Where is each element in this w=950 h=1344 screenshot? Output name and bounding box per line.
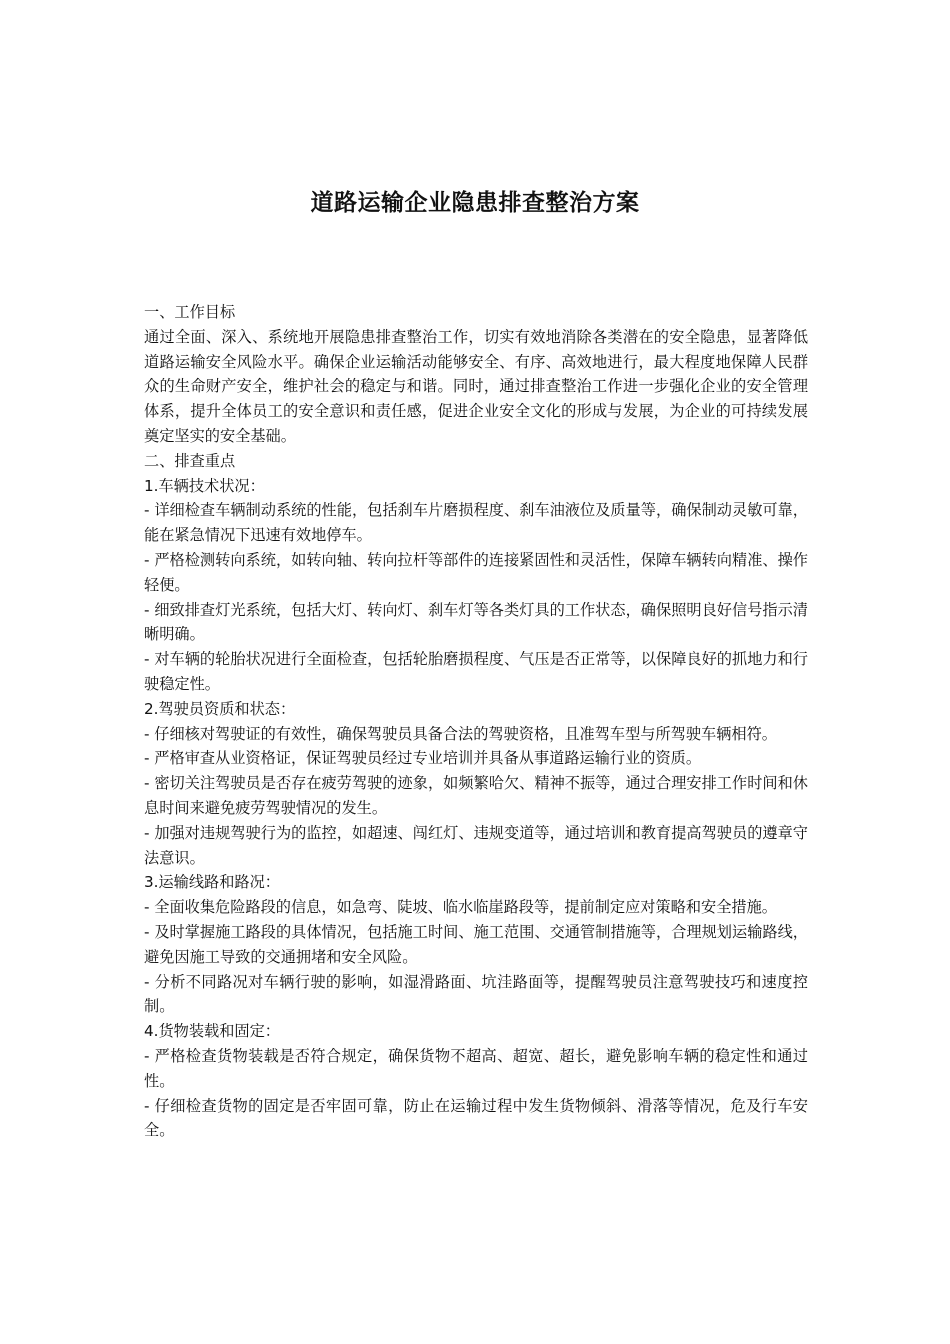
list-item: - 加强对违规驾驶行为的监控，如超速、闯红灯、违规变道等，通过培训和教育提高驾驶员的遵章守法意识。	[144, 823, 808, 867]
paragraph: 通过全面、深入、系统地开展隐患排查整治工作，切实有效地消除各类潜在的安全隐患，显著降低道路运输安全风险水平。确保企业运输活动能够安全、有序、高效地进行，最大程度地保障人民群众的生命财产安全，维护社会的稳定与和谐。同时，通过排查整治工作进一步强化企业的安全管理体系，提升全体员工的安全意识和责任感，促进企业安全文化的形成与发展，为企业的可持续发展奠定坚实的安全基础。	[144, 327, 808, 445]
document-title: 道路运输企业隐患排查整治方案	[310, 190, 640, 216]
section-heading: 一、工作目标	[144, 303, 236, 321]
list-item: - 全面收集危险路段的信息，如急弯、陡坡、临水临崖路段等，提前制定应对策略和安全措施。	[144, 898, 777, 917]
list-item: - 细致排查灯光系统，包括大灯、转向灯、刹车灯等各类灯具的工作状态，确保照明良好信号指示清晰明确。	[144, 600, 808, 644]
section-heading: 二、排查重点	[144, 451, 236, 470]
list-item: - 详细检查车辆制动系统的性能，包括刹车片磨损程度、刹车油液位及质量等，确保制动灵敏可靠，能在紧急情况下迅速有效地停车。	[144, 501, 808, 545]
list-item: - 严格检测转向系统，如转向轴、转向拉杆等部件的连接紧固性和灵活性，保障车辆转向精准、操作轻便。	[144, 550, 808, 594]
subsection-heading: 1.车辆技术状况：	[144, 476, 265, 495]
list-item: - 严格审查从业资格证，保证驾驶员经过专业培训并具备从事道路运输行业的资质。	[144, 749, 702, 768]
document-body	[144, 300, 808, 1143]
subsection-heading: 2.驾驶员资质和状态：	[144, 699, 296, 718]
list-item: - 严格检查货物装载是否符合规定，确保货物不超高、超宽、超长，避免影响车辆的稳定性和通过性。	[144, 1046, 808, 1090]
list-item: - 对车辆的轮胎状况进行全面检查，包括轮胎磨损程度、气压是否正常等，以保障良好的抓地力和行驶稳定性。	[144, 650, 808, 693]
list-item: - 仔细检查货物的固定是否牢固可靠，防止在运输过程中发生货物倾斜、滑落等情况，危及行车安全。	[144, 1096, 808, 1140]
list-item: - 密切关注驾驶员是否存在疲劳驾驶的迹象，如频繁哈欠、精神不振等，通过合理安排工作时间和休息时间来避免疲劳驾驶情况的发生。	[144, 774, 808, 817]
list-item: - 及时掌握施工路段的具体情况，包括施工时间、施工范围、交通管制措施等，合理规划运输路线，避免因施工导致的交通拥堵和安全风险。	[144, 922, 808, 966]
subsection-heading: 4.货物装载和固定：	[144, 1022, 280, 1041]
list-item: - 分析不同路况对车辆行驶的影响，如湿滑路面、坑洼路面等，提醒驾驶员注意驾驶技巧和速度控制。	[144, 972, 808, 1016]
list-item: - 仔细核对驾驶证的有效性，确保驾驶员具备合法的驾驶资格，且准驾车型与所驾驶车辆相符。	[144, 724, 777, 743]
subsection-heading: 3.运输线路和路况：	[144, 873, 280, 892]
